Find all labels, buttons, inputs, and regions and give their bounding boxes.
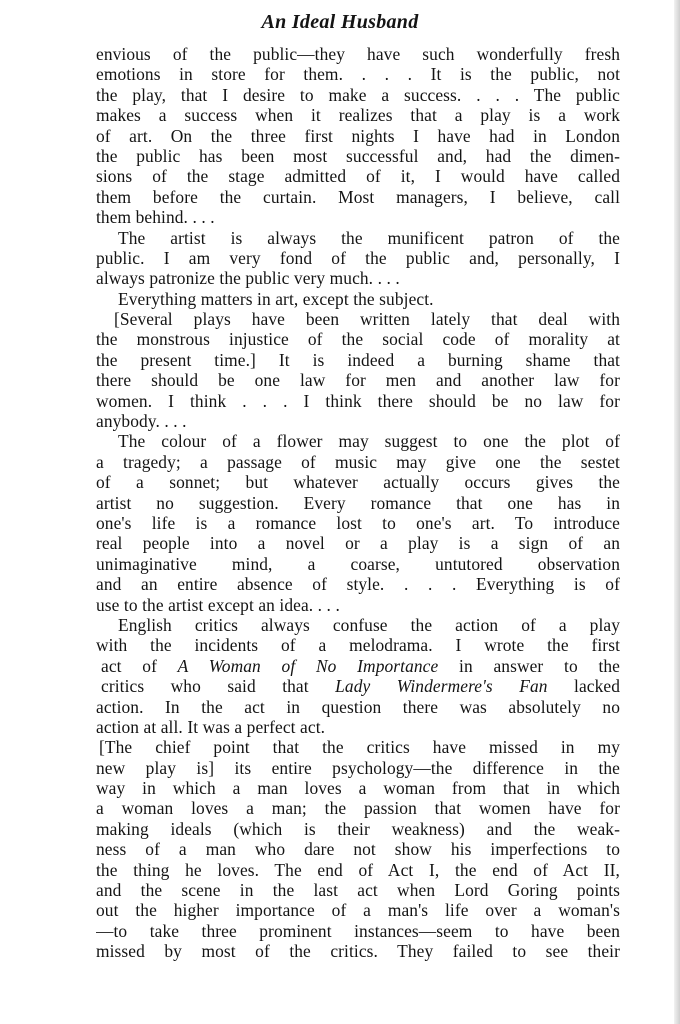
text-run: in answer to the (438, 655, 620, 676)
text-line: and an entire absence of style. . . . Everything is of (96, 574, 620, 595)
page-edge-shadow (674, 0, 680, 1024)
text-line: there should be one law for men and another law for (96, 370, 620, 391)
text-line: public. I am very fond of the public and, personally, I (96, 247, 620, 268)
text-line (96, 676, 620, 696)
text-line: them before the curtain. Most managers, I believe, call (96, 186, 620, 207)
text-line: women. I think . . . I think there should be no law for (96, 390, 620, 411)
text-line: and the scene in the last act when Lord Goring points (96, 880, 620, 901)
text-line: The colour of a flower may suggest to one the plot of (118, 431, 620, 452)
text-line: the monstrous injustice of the social code of morality at (96, 329, 620, 350)
text-line: artist no suggestion. Every romance that one has in (96, 492, 620, 513)
text-line: of art. On the three first nights I have had in London (96, 125, 620, 146)
body-text (96, 44, 620, 962)
text-line: envious of the public—they have such wonderfully fresh (96, 44, 620, 64)
text-line: the play, that I desire to make a success. . . . The public (96, 84, 620, 105)
text-run: critics who said that (101, 676, 336, 697)
text-line: the thing he loves. The end of Act I, the end of Act II, (96, 859, 620, 880)
text-line: English critics always confuse the action of a play (118, 614, 620, 635)
text-line: a tragedy; a passage of music may give one the sestet (96, 451, 620, 472)
text-line: one's life is a romance lost to one's art. To introduce (96, 512, 620, 533)
text-line: way in which a man loves a woman from that in which (96, 778, 620, 799)
text-line: [Several plays have been written lately that deal with (114, 309, 620, 330)
text-line: missed by most of the critics. They failed to see their (96, 941, 620, 962)
text-line: makes a success when it realizes that a play is a work (96, 105, 620, 126)
text-line: [The chief point that the critics have missed in my (99, 737, 620, 758)
play-title-italic: A Woman of No Importance (177, 655, 439, 676)
text-line: —to take three prominent instances—seem to have been (96, 920, 620, 941)
text-line: use to the artist except an idea. . . . (96, 594, 340, 615)
text-line: them behind. . . . (96, 207, 215, 228)
text-run: lacked (547, 676, 620, 697)
text-line: emotions in store for them. . . . It is the public, not (96, 64, 620, 85)
text-line (96, 656, 620, 676)
text-line: the public has been most successful and, had the dimen- (96, 145, 620, 166)
text-line: out the higher importance of a man's life over a woman's (96, 900, 620, 921)
text-run: act of (101, 655, 178, 676)
running-head: An Ideal Husband (261, 11, 419, 33)
text-line: action at all. It was a perfect act. (96, 716, 326, 737)
text-line: the present time.] It is indeed a burning shame that (96, 349, 620, 370)
text-line: The artist is always the munificent patron of the (118, 227, 620, 248)
play-title-italic: Lady Windermere's Fan (335, 676, 548, 697)
text-line: of a sonnet; but whatever actually occurs gives the (96, 472, 620, 493)
text-line: sions of the stage admitted of it, I would have called (96, 166, 620, 187)
text-line: a woman loves a man; the passion that women have for (96, 798, 620, 819)
text-line: making ideals (which is their weakness) and the weak- (96, 818, 620, 839)
text-line: always patronize the public very much. . . . (96, 268, 400, 289)
text-line: anybody. . . . (96, 411, 187, 432)
text-line: action. In the act in question there was absolutely no (96, 696, 620, 717)
text-line: with the incidents of a melodrama. I wrote the first (96, 635, 620, 656)
text-line: unimaginative mind, a coarse, untutored observation (96, 553, 620, 574)
text-line: Everything matters in art, except the subject. (118, 288, 434, 309)
text-line: ness of a man who dare not show his imperfections to (96, 839, 620, 860)
text-line: new play is] its entire psychology—the difference in the (96, 757, 620, 778)
text-line: real people into a novel or a play is a sign of an (96, 533, 620, 554)
